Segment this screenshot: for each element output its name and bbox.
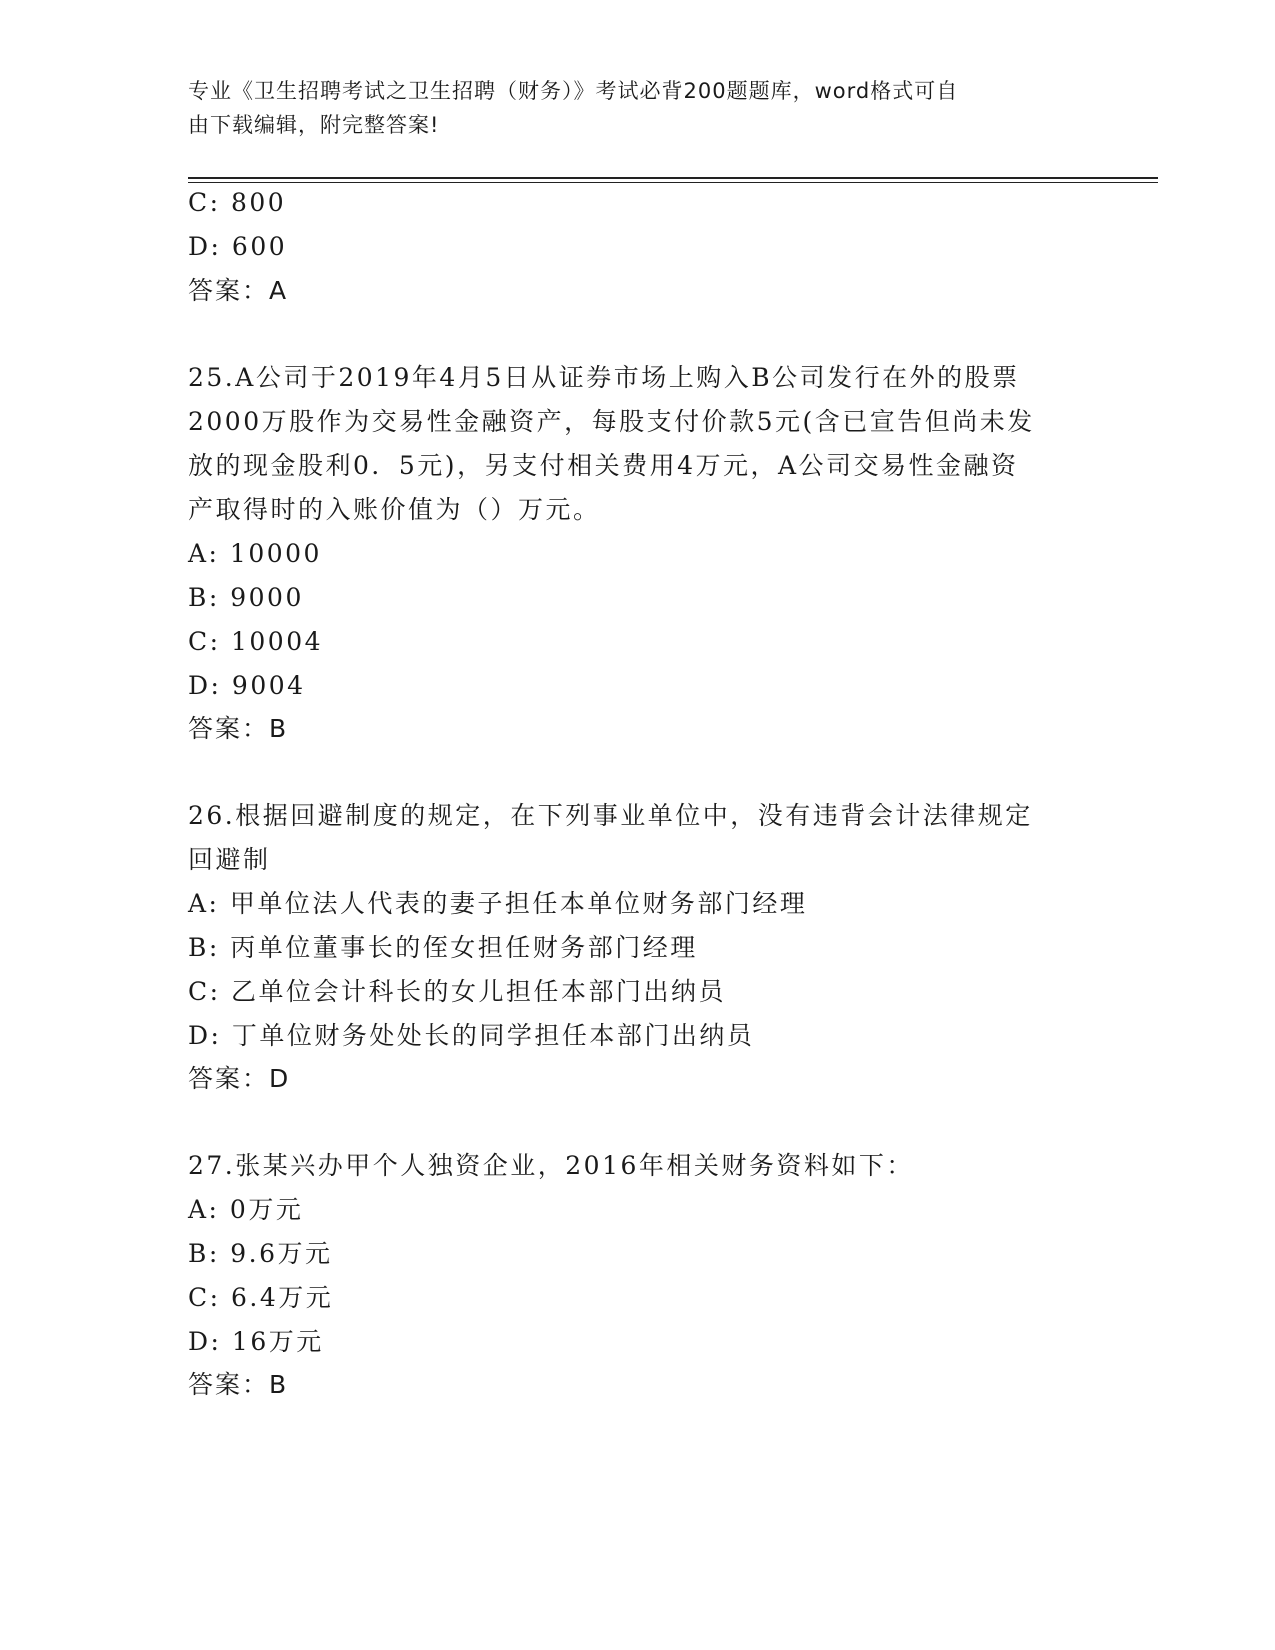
q26-option-b: B: 丙单位董事长的侄女担任财务部门经理: [188, 933, 698, 962]
q26-option-a: A: 甲单位法人代表的妻子担任本单位财务部门经理: [188, 889, 808, 918]
q25-option-d: D: 9004: [188, 671, 306, 700]
q25-answer: 答案：B: [188, 714, 289, 743]
q26-stem-line-1: 26.根据回避制度的规定，在下列事业单位中，没有违背会计法律规定: [188, 801, 1033, 830]
q27-stem-line-1: 27.张某兴办甲个人独资企业，2016年相关财务资料如下：: [188, 1151, 914, 1180]
q26-option-c: C: 乙单位会计科长的女儿担任本部门出纳员: [188, 977, 726, 1006]
header-rule-thick: [188, 177, 1158, 179]
q25-stem-line-3: 放的现金股利0．5元)，另支付相关费用4万元，A公司交易性金融资: [188, 451, 1019, 480]
q27-option-c: C: 6.4万元: [188, 1283, 334, 1312]
header-line-1: 专业《卫生招聘考试之卫生招聘（财务）》考试必背200题题库，word格式可自: [188, 79, 959, 103]
q26-stem-line-2: 回避制: [188, 845, 271, 874]
q25-option-a: A: 10000: [188, 539, 322, 568]
prev-option-d: D: 600: [188, 232, 288, 261]
header-rule-thin: [188, 182, 1158, 183]
q25-stem-line-1: 25.A公司于2019年4月5日从证券市场上购入B公司发行在外的股票: [188, 363, 1020, 392]
q26-option-d: D: 丁单位财务处处长的同学担任本部门出纳员: [188, 1021, 755, 1050]
q27-option-b: B: 9.6万元: [188, 1239, 333, 1268]
q27-answer: 答案：B: [188, 1370, 289, 1399]
q25-option-c: C: 10004: [188, 627, 324, 656]
q25-option-b: B: 9000: [188, 583, 304, 612]
q25-stem-line-2: 2000万股作为交易性金融资产，每股支付价款5元(含已宣告但尚未发: [188, 407, 1035, 436]
q25-stem-line-4: 产取得时的入账价值为（）万元。: [188, 495, 601, 524]
prev-answer: 答案：A: [188, 276, 289, 305]
q26-answer: 答案：D: [188, 1064, 291, 1093]
prev-option-c: C: 800: [188, 188, 287, 217]
header-line-2: 由下载编辑，附完整答案!: [188, 113, 440, 137]
document-header: [188, 74, 1068, 142]
q27-option-a: A: 0万元: [188, 1195, 304, 1224]
q27-option-d: D: 16万元: [188, 1327, 324, 1356]
